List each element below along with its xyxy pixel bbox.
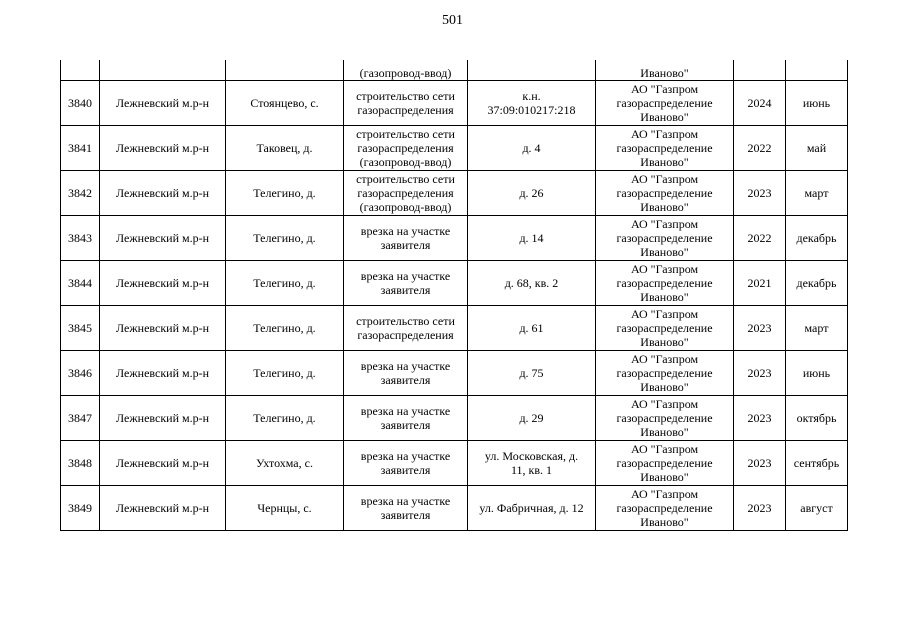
table-row (61, 216, 848, 261)
cell-district: Лежневский м.р-н (100, 261, 226, 306)
cell-number: 3843 (61, 216, 100, 261)
cell-address: д. 26 (468, 171, 596, 216)
cell-organization: АО "Газпром газораспределение Иваново" (596, 396, 734, 441)
page-number: 501 (442, 13, 463, 28)
cell-month: сентябрь (786, 441, 848, 486)
cell-district: Лежневский м.р-н (100, 171, 226, 216)
cell-address: ул. Московская, д. 11, кв. 1 (468, 441, 596, 486)
cell-work-type: строительство сети газораспределения (газопровод-ввод) (344, 126, 468, 171)
cell-organization: АО "Газпром газораспределение Иваново" (596, 486, 734, 531)
table-row (61, 81, 848, 126)
table-row (61, 126, 848, 171)
cell-organization: АО "Газпром газораспределение Иваново" (596, 81, 734, 126)
cell-locality: Телегино, д. (226, 306, 344, 351)
cell-work-type: врезка на участке заявителя (344, 441, 468, 486)
cell-year (734, 60, 786, 81)
cell-work-type: врезка на участке заявителя (344, 216, 468, 261)
cell-work-type: строительство сети газораспределения (344, 81, 468, 126)
cell-address (468, 60, 596, 81)
cell-locality: Телегино, д. (226, 396, 344, 441)
cell-organization: АО "Газпром газораспределение Иваново" (596, 171, 734, 216)
cell-organization: АО "Газпром газораспределение Иваново" (596, 216, 734, 261)
cell-year: 2023 (734, 396, 786, 441)
cell-work-type: (газопровод-ввод) (344, 60, 468, 81)
cell-number: 3841 (61, 126, 100, 171)
cell-locality: Стоянцево, с. (226, 81, 344, 126)
cell-number: 3848 (61, 441, 100, 486)
cell-number: 3842 (61, 171, 100, 216)
cell-district: Лежневский м.р-н (100, 126, 226, 171)
cell-district: Лежневский м.р-н (100, 81, 226, 126)
cell-address: к.н. 37:09:010217:218 (468, 81, 596, 126)
cell-month: июнь (786, 351, 848, 396)
cell-work-type: врезка на участке заявителя (344, 261, 468, 306)
cell-district: Лежневский м.р-н (100, 396, 226, 441)
table-row (61, 306, 848, 351)
cell-organization: АО "Газпром газораспределение Иваново" (596, 441, 734, 486)
table-row (61, 396, 848, 441)
cell-locality: Таковец, д. (226, 126, 344, 171)
cell-month: август (786, 486, 848, 531)
cell-number: 3845 (61, 306, 100, 351)
table-row (61, 261, 848, 306)
cell-year: 2023 (734, 486, 786, 531)
cell-year: 2022 (734, 126, 786, 171)
cell-month (786, 60, 848, 81)
cell-month: март (786, 306, 848, 351)
cell-district: Лежневский м.р-н (100, 441, 226, 486)
cell-work-type: врезка на участке заявителя (344, 396, 468, 441)
cell-address: д. 4 (468, 126, 596, 171)
cell-number: 3844 (61, 261, 100, 306)
cell-district: Лежневский м.р-н (100, 216, 226, 261)
cell-address: д. 75 (468, 351, 596, 396)
cell-address: д. 14 (468, 216, 596, 261)
cell-work-type: строительство сети газораспределения (344, 306, 468, 351)
cell-month: март (786, 171, 848, 216)
cell-district: Лежневский м.р-н (100, 351, 226, 396)
cell-organization: АО "Газпром газораспределение Иваново" (596, 126, 734, 171)
cell-year: 2023 (734, 306, 786, 351)
cell-work-type: строительство сети газораспределения (газопровод-ввод) (344, 171, 468, 216)
cell-month: декабрь (786, 216, 848, 261)
cell-number: 3840 (61, 81, 100, 126)
cell-number: 3846 (61, 351, 100, 396)
cell-year: 2023 (734, 351, 786, 396)
cell-locality: Чернцы, с. (226, 486, 344, 531)
cell-work-type: врезка на участке заявителя (344, 351, 468, 396)
cell-address: д. 29 (468, 396, 596, 441)
cell-address: д. 61 (468, 306, 596, 351)
cell-year: 2023 (734, 171, 786, 216)
cell-month: октябрь (786, 396, 848, 441)
cell-locality: Телегино, д. (226, 261, 344, 306)
cell-address: ул. Фабричная, д. 12 (468, 486, 596, 531)
cell-district (100, 60, 226, 81)
cell-number: 3849 (61, 486, 100, 531)
cell-work-type: врезка на участке заявителя (344, 486, 468, 531)
cell-organization: АО "Газпром газораспределение Иваново" (596, 306, 734, 351)
cell-locality: Ухтохма, с. (226, 441, 344, 486)
cell-month: декабрь (786, 261, 848, 306)
table-row-continuation (61, 60, 848, 81)
cell-number: 3847 (61, 396, 100, 441)
cell-organization: АО "Газпром газораспределение Иваново" (596, 351, 734, 396)
cell-number (61, 60, 100, 81)
cell-district: Лежневский м.р-н (100, 306, 226, 351)
cell-locality (226, 60, 344, 81)
cell-locality: Телегино, д. (226, 216, 344, 261)
cell-locality: Телегино, д. (226, 171, 344, 216)
gas-registry-table (60, 60, 848, 531)
cell-locality: Телегино, д. (226, 351, 344, 396)
table-row (61, 441, 848, 486)
table-row (61, 486, 848, 531)
cell-month: июнь (786, 81, 848, 126)
cell-month: май (786, 126, 848, 171)
cell-year: 2023 (734, 441, 786, 486)
cell-year: 2024 (734, 81, 786, 126)
table-row (61, 171, 848, 216)
cell-district: Лежневский м.р-н (100, 486, 226, 531)
cell-year: 2021 (734, 261, 786, 306)
cell-organization: Иваново" (596, 60, 734, 81)
cell-organization: АО "Газпром газораспределение Иваново" (596, 261, 734, 306)
table-row (61, 351, 848, 396)
cell-address: д. 68, кв. 2 (468, 261, 596, 306)
cell-year: 2022 (734, 216, 786, 261)
